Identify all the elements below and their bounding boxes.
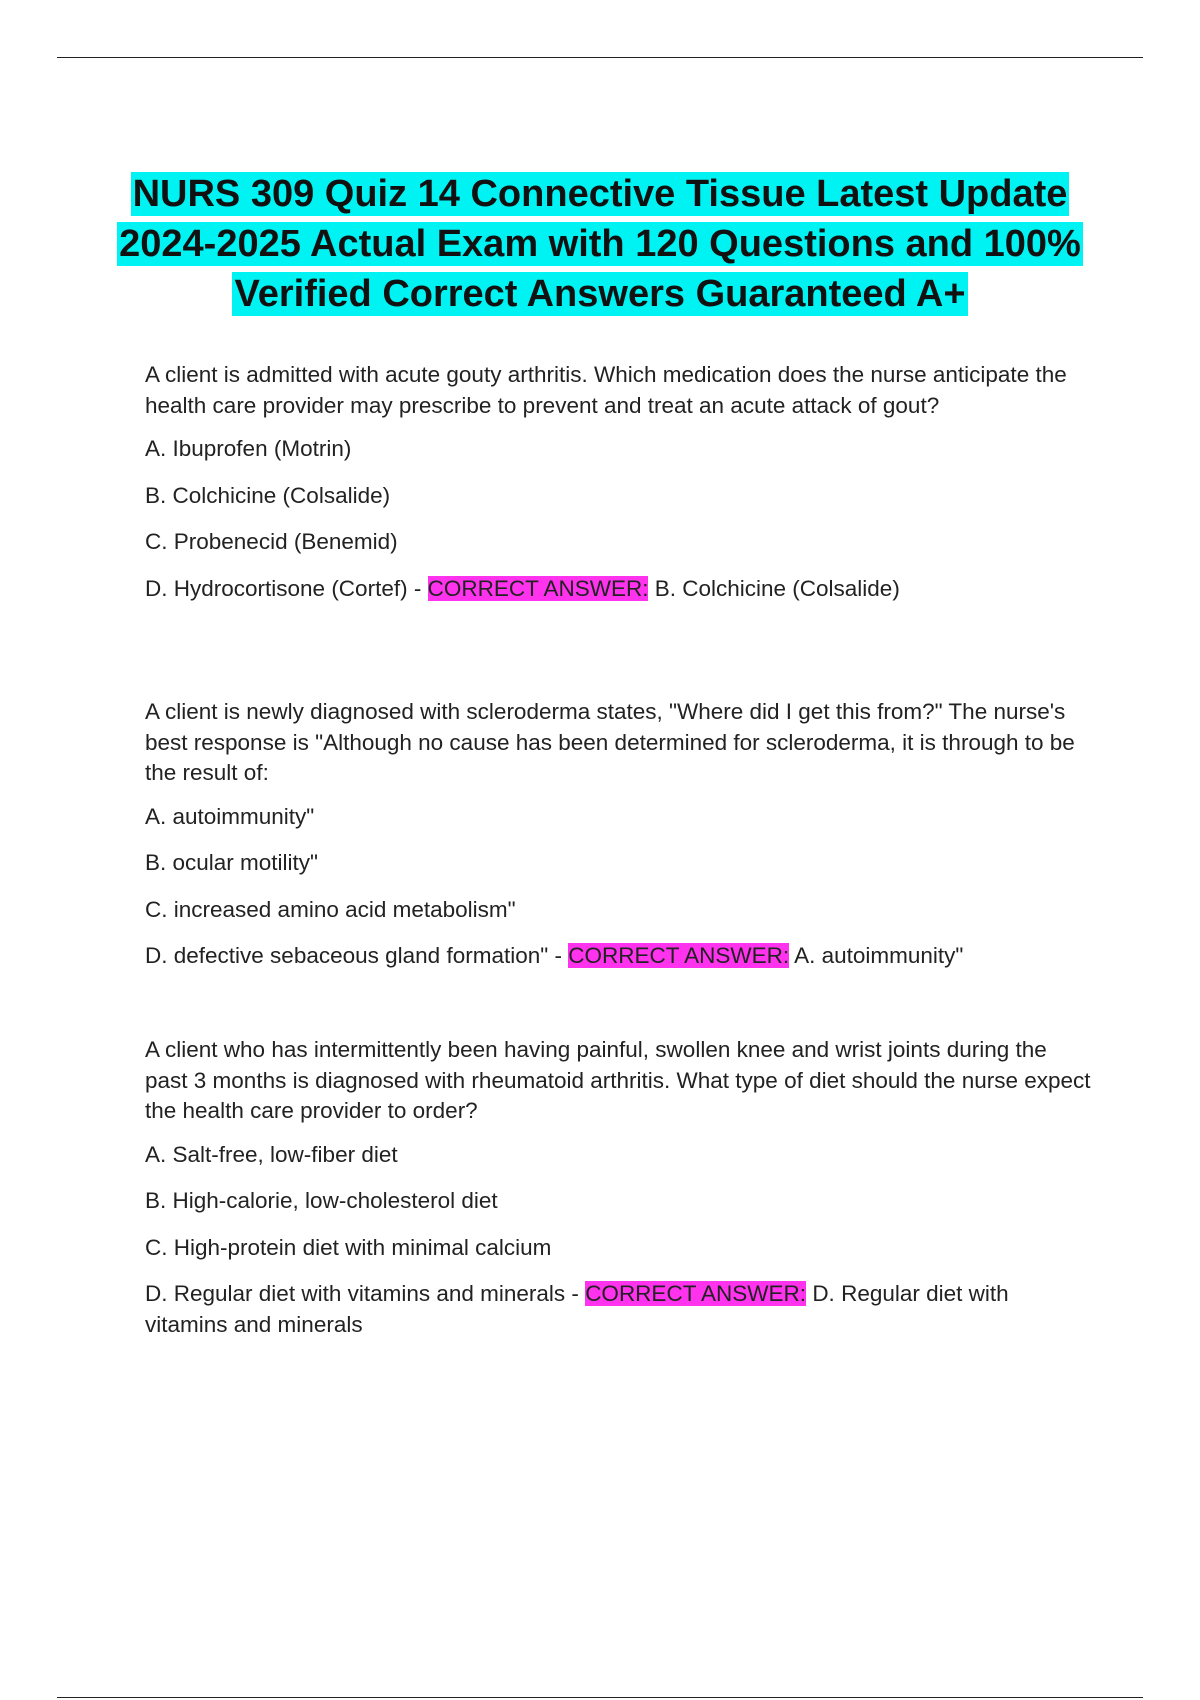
question-stem: A client is admitted with acute gouty arthritis. Which medication does the nurse anticipate the health care provider may prescribe to prevent and treat an acute attack of gout? [145,362,1067,418]
option-d-with-answer [145,574,1095,605]
title-highlight: NURS 309 Quiz 14 Connective Tissue Latest Update 2024-2025 Actual Exam with 120 Questions and 100% Verified Correct Answers Guaranteed A+ [119,173,1081,316]
correct-answer-text: B. Colchicine (Colsalide) [654,575,900,601]
question-stem: A client who has intermittently been having painful, swollen knee and wrist joints during the past 3 months is diagnosed with rheumatoid arthritis. What type of diet should the nurse expect the health care provider to order? [145,1037,1091,1123]
option-d: D. defective sebaceous gland formation" - [145,943,562,968]
top-rule [57,57,1143,58]
correct-answer-label: CORRECT ANSWER: [427,575,649,601]
correct-answer-label: CORRECT ANSWER: [568,943,790,968]
option-a: A. autoimmunity" [145,803,315,829]
option-d: D. Hydrocortisone (Cortef) - [145,575,422,601]
option-a: A. Ibuprofen (Motrin) [145,436,352,461]
option-b: B. ocular motility" [145,850,319,875]
question-block-3 [145,1035,1095,1356]
question-block-2 [145,697,1095,988]
bottom-rule [57,1697,1143,1698]
correct-answer-text: A. autoimmunity" [794,943,964,968]
question-block-1 [145,360,1095,620]
option-c: C. increased amino acid metabolism" [145,896,516,922]
option-a: A. Salt-free, low-fiber diet [145,1141,398,1167]
correct-answer-text: D. Regular diet with vitamins and minerals [145,1281,1009,1337]
option-d-with-answer [145,1279,1095,1340]
correct-answer-label: CORRECT ANSWER: [585,1281,807,1306]
question-stem: A client is newly diagnosed with scleroderma states, "Where did I get this from?" The nurse's best response is "Although no cause has been determined for scleroderma, it is through to be the result of: [145,699,1075,785]
option-d: D. Regular diet with vitamins and minerals - [145,1281,579,1306]
option-b: B. Colchicine (Colsalide) [145,482,391,508]
document-title [100,169,1100,319]
option-c: C. Probenecid (Benemid) [145,529,398,554]
option-b: B. High-calorie, low-cholesterol diet [145,1188,498,1213]
option-c: C. High-protein diet with minimal calcium [145,1234,552,1260]
option-d-with-answer [145,941,1095,972]
